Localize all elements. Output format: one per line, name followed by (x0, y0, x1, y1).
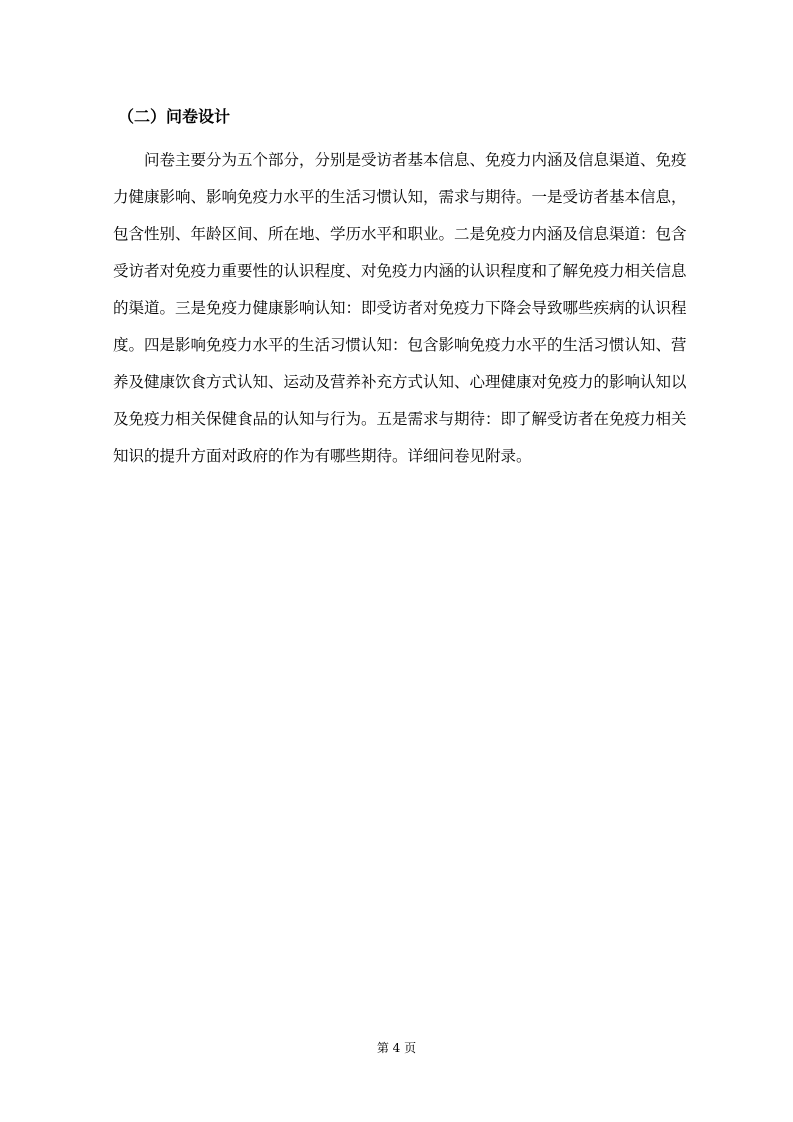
paragraph-line: 知识的提升方面对政府的作为有哪些期待。详细问卷见附录。 (113, 447, 532, 465)
paragraph-line: 及免疫力相关保健食品的认知与行为。五是需求与期待：即了解受访者在免疫力相关 (113, 410, 687, 428)
paragraph-line: 受访者对免疫力重要性的认识程度、对免疫力内涵的认识程度和了解免疫力相关信息 (113, 262, 687, 280)
section-heading: （二）问卷设计 (118, 107, 231, 126)
paragraph-line: 问卷主要分为五个部分，分别是受访者基本信息、免疫力内涵及信息渠道、免疫 (144, 151, 687, 169)
body-paragraph (113, 142, 713, 475)
paragraph-line: 力健康影响、影响免疫力水平的生活习惯认知，需求与期待。一是受访者基本信息， (113, 188, 687, 206)
paragraph-line: 养及健康饮食方式认知、运动及营养补充方式认知、心理健康对免疫力的影响认知以 (113, 373, 687, 391)
paragraph-line: 包含性别、年龄区间、所在地、学历水平和职业。二是免疫力内涵及信息渠道：包含 (113, 225, 687, 243)
page-number: 第 4 页 (376, 1041, 417, 1055)
paragraph-line: 度。四是影响免疫力水平的生活习惯认知：包含影响免疫力水平的生活习惯认知、营 (113, 336, 687, 354)
paragraph-line: 的渠道。三是免疫力健康影响认知：即受访者对免疫力下降会导致哪些疾病的认识程 (113, 299, 687, 317)
